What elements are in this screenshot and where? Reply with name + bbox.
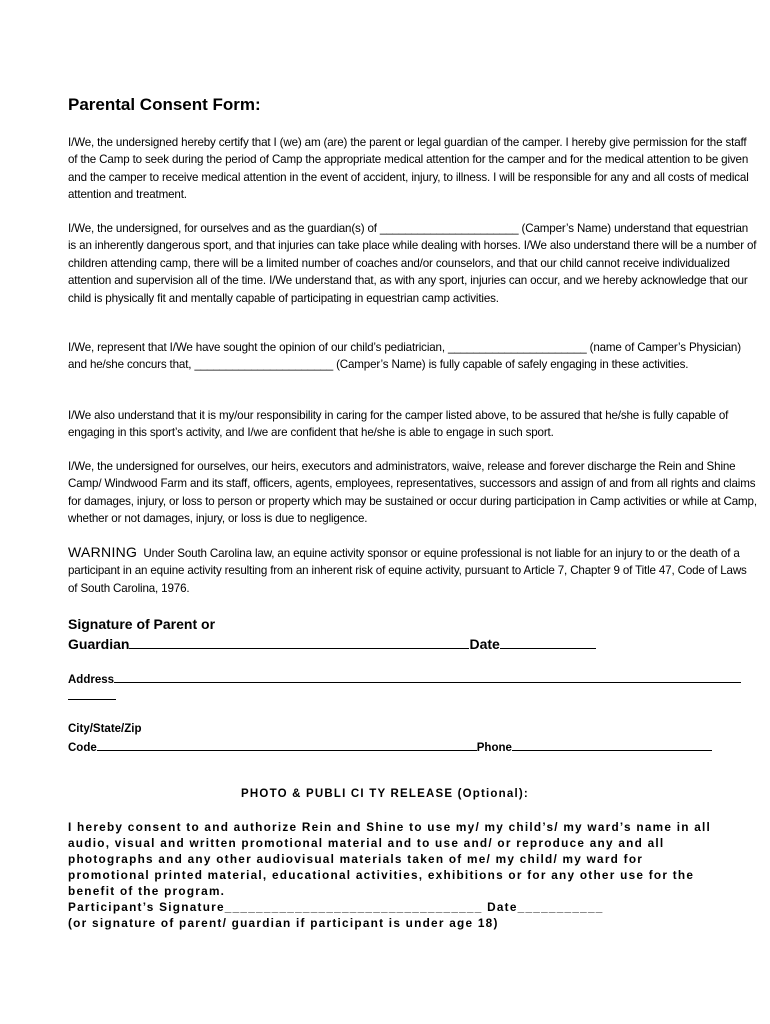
address-label: Address bbox=[68, 674, 115, 686]
waiver-release-paragraph: I/We, the undersigned for ourselves, our heirs, executors and administrators, waive, release and forever discharge the Rein and Shine Camp/ Windwood Farm and its staff, officers, agents, employees, representatives, successors and assign of and from all rights and claims for damages, injury, or loss to person or property which may be sustained or occur during participation in Camp activities or while at Camp, whether or not damages, injury, or loss is due to negligence. bbox=[68, 460, 757, 526]
address-line bbox=[68, 670, 741, 688]
photo-release-title: PHOTO & PUBLI CI TY RELEASE (Optional): bbox=[241, 788, 529, 800]
physician-opinion-paragraph: I/We, represent that I/We have sought the opinion of our child’s pediatrician, ______________________ (name of Camper’s Physician) and he/she concurs that, ______________________ (Camper’s Name) is fully capable of safely engaging in these activities. bbox=[68, 341, 741, 372]
participant-signature-line: Participant’s Signature_________________________________ Date___________ bbox=[68, 900, 604, 914]
guardian-label: Guardian bbox=[68, 636, 130, 652]
medical-consent-paragraph: I/We, the undersigned hereby certify that I (we) am (are) the parent or legal guardian of the camper. I hereby give permission for the staff of the Camp to seek during the period of Camp the appropriate medical attention for the camper and for the medical attention to be given and the camper to receive medical attention in the event of accident, injury, to illness. I will be responsible for any and all costs of medical attention and treatment. bbox=[68, 136, 749, 202]
photo-release-paragraph bbox=[68, 819, 758, 931]
city-state-zip-field[interactable] bbox=[97, 738, 477, 751]
address-field-overflow[interactable] bbox=[68, 687, 116, 700]
guardian-signature-field[interactable] bbox=[129, 636, 469, 649]
release-line: audio, visual and written promotional material and to use and/ or reproduce any and all bbox=[68, 836, 665, 850]
warning-text: Under South Carolina law, an equine activity sponsor or equine professional is not liable for an injury to or the death of a participant in an equine activity resulting from an inherent risk of equine activity, pursuant to Article 7, Chapter 9 of Title 47, Code of Laws of South Carolina, 1976. bbox=[68, 547, 747, 595]
signature-line bbox=[68, 634, 596, 654]
risk-acknowledgement-paragraph: I/We, the undersigned, for ourselves and as the guardian(s) of ______________________ (Camper’s Name) understand that equestrian is an inherently dangerous sport, and that injuries can take place while dealing with horses. I/We also understand there will be a number of children attending camp, there will be a limited number of coaches and/or counselors, and that our child cannot receive individualized attention and supervision all of the time. I/We understand that, as with any sport, injuries can occur, and we hereby acknowledge that our child is physically fit and mentally capable of participating in equestrian camp activities. bbox=[68, 222, 757, 305]
city-state-zip-label: City/State/Zip bbox=[68, 723, 142, 735]
release-line: I hereby consent to and authorize Rein and Shine to use my/ my child’s/ my ward’s name in all bbox=[68, 820, 712, 834]
code-label: Code bbox=[68, 742, 97, 754]
responsibility-paragraph: I/We also understand that it is my/our responsibility in caring for the camper listed above, to be assured that he/she is fully capable of engaging in this sport’s activity, and I/we are confident that he/she is able to engage in such sport. bbox=[68, 409, 729, 440]
release-line: photographs and any other audiovisual materials taken of me/ my child/ my ward for bbox=[68, 852, 644, 866]
form-title: Parental Consent Form: bbox=[68, 95, 261, 114]
phone-label: Phone bbox=[476, 742, 512, 754]
address-line-continued bbox=[68, 687, 116, 705]
release-line: benefit of the program. bbox=[68, 884, 226, 898]
address-field[interactable] bbox=[114, 670, 741, 683]
phone-field[interactable] bbox=[512, 738, 712, 751]
release-line: promotional printed material, educational activities, exhibitions or for any other use for the bbox=[68, 868, 695, 882]
signature-label-line1: Signature of Parent or bbox=[68, 616, 216, 632]
signature-date-field[interactable] bbox=[500, 636, 596, 649]
warning-label: WARNING bbox=[68, 544, 138, 560]
signature-date-label: Date bbox=[469, 636, 500, 652]
warning-paragraph bbox=[68, 544, 758, 597]
city-phone-line bbox=[68, 738, 712, 756]
parent-signature-note: (or signature of parent/ guardian if participant is under age 18) bbox=[68, 916, 499, 930]
